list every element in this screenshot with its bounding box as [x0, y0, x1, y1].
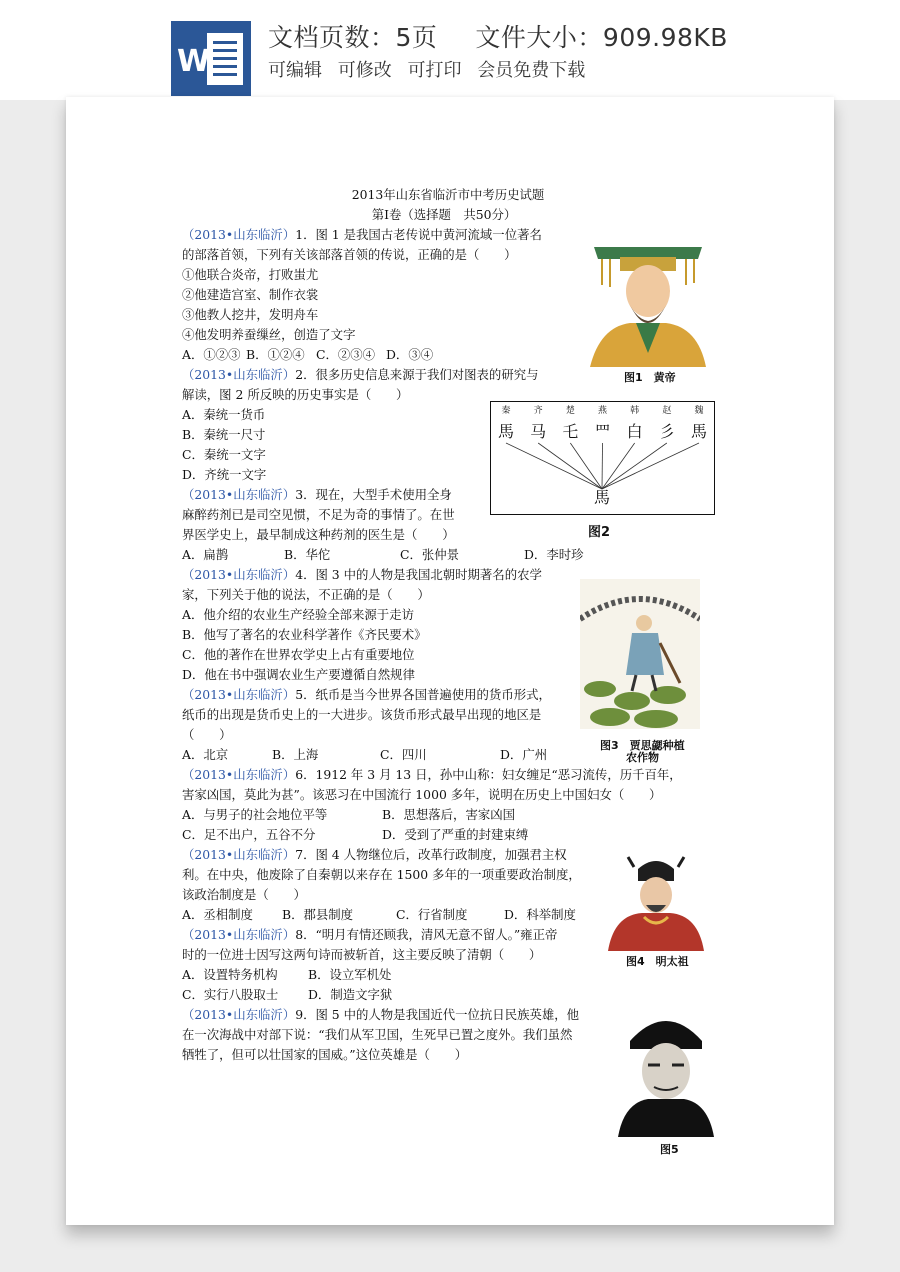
q6-option-c: C．足不出户，五谷不分 — [182, 827, 316, 842]
q8-options-row-2 — [182, 985, 602, 1005]
q6-options-row-1 — [182, 805, 602, 825]
exam-subtitle: 第Ⅰ卷（选择题 共50分） — [371, 207, 517, 222]
q2-source: （2013•山东临沂） — [182, 367, 296, 382]
fig2-unified-glyph: 馬 — [593, 488, 611, 507]
fig2-state-glyph: 彡 — [658, 422, 675, 441]
q7-option-c: C．行省制度 — [396, 907, 468, 922]
q1-source: （2013•山东临沂） — [182, 227, 296, 242]
q8-source: （2013•山东临沂） — [182, 927, 296, 942]
figure-4-ming-taizu-illustration — [604, 855, 708, 951]
q2-option-b: B．秦统一尺寸 — [182, 427, 266, 442]
q5-text-1: 5．纸币是当今世界各国普遍使用的货币形式， — [295, 687, 551, 702]
feature-printable: 可打印 — [407, 60, 462, 81]
q1-option-c: C．②③④ — [316, 347, 376, 362]
top-banner — [0, 0, 900, 100]
q7-text-1: 7．图 4 人物继位后，改革行政制度，加强君主权 — [295, 847, 567, 862]
q6-line-1 — [182, 765, 682, 785]
q8-option-b: B．设立军机处 — [308, 967, 392, 982]
q5-options — [182, 745, 602, 765]
q2-line-2: 解读，图 2 所反映的历史事实是（ ） — [182, 387, 409, 402]
file-size: 文件大小：909.98KB — [475, 23, 728, 52]
figure-2-caption: 图2 — [588, 525, 611, 540]
q1-item-1: ①他联合炎帝，打败蚩尤 — [182, 267, 319, 282]
fig2-state-glyph: 马 — [530, 422, 547, 441]
q2-option-d: D．齐统一文字 — [182, 467, 267, 482]
q4-option-a: A．他介绍的农业生产经验全部来源于走访 — [182, 607, 414, 622]
q4-text-1: 4．图 3 中的人物是我国北朝时期著名的农学 — [295, 567, 542, 582]
fig2-state-glyph: 乇 — [562, 422, 579, 441]
fig2-state-label: 秦 — [501, 406, 511, 416]
q7-line-2: 利。在中央，他废除了自秦朝以来存在 1500 多年的一项重要政治制度， — [182, 867, 581, 882]
word-document-icon — [171, 21, 251, 96]
q2-option-c: C．秦统一文字 — [182, 447, 266, 462]
q4-line-1 — [182, 565, 602, 585]
figure-3-caption-1: 图3 贾思勰种植 — [600, 739, 685, 752]
fig2-state-glyph: 白 — [626, 422, 643, 441]
q8-text-1: 8．“明月有情还顾我，清风无意不留人。”雍正帝 — [295, 927, 558, 942]
figure-1-huangdi-illustration — [580, 235, 716, 367]
feature-member-download: 会员免费下载 — [477, 60, 586, 81]
q1-options — [182, 345, 602, 365]
figure-3-caption-2: 农作物 — [626, 751, 659, 764]
q8-option-c: C．实行八股取士 — [182, 987, 279, 1002]
q4-option-d: D．他在书中强调农业生产要遵循自然规律 — [182, 667, 415, 682]
fig2-state-glyph: ⾺ — [690, 422, 708, 441]
q5-option-d: D．广州 — [500, 747, 548, 762]
fig2-state-label: 楚 — [565, 406, 575, 416]
q1-line-1 — [182, 225, 602, 245]
fig2-state-label: 赵 — [662, 406, 672, 416]
svg-text:W: W — [177, 44, 211, 79]
q4-option-b: B．他写了著名的农业科学著作《齐民要术》 — [182, 627, 427, 642]
q1-option-b: B．①②④ — [246, 347, 305, 362]
figure-2-character-comparison — [490, 401, 715, 515]
q4-source: （2013•山东临沂） — [182, 567, 296, 582]
figure-4-caption: 图4 明太祖 — [626, 955, 689, 968]
q9-source: （2013•山东临沂） — [182, 1007, 296, 1022]
q5-line-3: （ ） — [182, 727, 232, 742]
feature-editable: 可编辑 — [268, 60, 322, 81]
fig2-state-label: 韩 — [630, 406, 640, 416]
q3-option-c: C．张仲景 — [400, 547, 460, 562]
q1-text-1: 1．图 1 是我国古老传说中黄河流域一位著名 — [295, 227, 542, 242]
q2-text-1: 2．很多历史信息来源于我们对图表的研究与 — [295, 367, 539, 382]
q9-text-1: 9．图 5 中的人物是我国近代一位抗日民族英雄，他 — [295, 1007, 580, 1022]
q1-line-2: 的部落首领，下列有关该部落首领的传说，正确的是（ ） — [182, 247, 517, 262]
q9-line-3: 牺牲了，但可以壮国家的国威。”这位英雄是（ ） — [182, 1047, 468, 1062]
q1-item-4: ④他发明养蚕缫丝，创造了文字 — [182, 327, 356, 342]
q5-line-2: 纸币的出现是货币史上的一大进步。该货币形式最早出现的地区是 — [182, 707, 542, 722]
feature-list — [268, 56, 595, 82]
q3-option-d: D．李时珍 — [524, 547, 584, 562]
q1-option-d: D．③④ — [386, 347, 434, 362]
q7-option-a: A．丞相制度 — [182, 907, 253, 922]
q4-option-c: C．他的著作在世界农学史上占有重要地位 — [182, 647, 415, 662]
q5-option-c: C．四川 — [380, 747, 427, 762]
q6-line-2: 害家凶国，莫此为甚”。该恶习在中国流行 1000 多年，说明在历史上中国妇女（ ） — [182, 787, 662, 802]
q7-option-d: D．科举制度 — [504, 907, 576, 922]
q2-line-1 — [182, 365, 602, 385]
q8-options-row-1 — [182, 965, 602, 985]
q6-options-row-2 — [182, 825, 602, 845]
page-count: 文档页数：5页 — [268, 23, 438, 52]
q7-line-1 — [182, 845, 602, 865]
fig2-state-label: 齐 — [533, 406, 543, 416]
q3-text-1: 3．现在，大型手术使用全身 — [295, 487, 452, 502]
q8-option-d: D．制造文字狱 — [308, 987, 393, 1002]
q9-line-2: 在一次海战中对部下说：“我们从军卫国，生死早已置之度外。我们虽然 — [182, 1027, 573, 1042]
q1-item-2: ②他建造宫室、制作衣裳 — [182, 287, 319, 302]
q3-line-2: 麻醉药剂已是司空见惯，不足为奇的事情了。在世 — [182, 507, 455, 522]
feature-modifiable: 可修改 — [337, 60, 392, 81]
q5-option-b: B．上海 — [272, 747, 319, 762]
q3-option-b: B．华佗 — [284, 547, 331, 562]
fig2-connector-line — [602, 443, 603, 489]
exam-title: 2013年山东省临沂市中考历史试题 — [351, 187, 545, 202]
q6-option-b: B．思想落后，害家凶国 — [382, 807, 516, 822]
q6-option-a: A．与男子的社会地位平等 — [182, 807, 328, 822]
q8-option-a: A．设置特务机构 — [182, 967, 278, 982]
q9-line-1 — [182, 1005, 602, 1025]
q7-line-3: 该政治制度是（ ） — [182, 887, 306, 902]
q6-text-1: 6．1912 年 3 月 13 日，孙中山称：妇女缠足“恶习流传，历千百年， — [295, 767, 682, 782]
figure-1-caption: 图1 黄帝 — [624, 371, 676, 384]
q5-source: （2013•山东临沂） — [182, 687, 296, 702]
q6-source: （2013•山东临沂） — [182, 767, 296, 782]
document-info-title — [268, 18, 728, 54]
q3-line-3: 界医学史上，最早制成这种药剂的医生是（ ） — [182, 527, 455, 542]
q7-source: （2013•山东临沂） — [182, 847, 296, 862]
fig2-state-glyph: 馬 — [497, 422, 515, 441]
q8-line-1 — [182, 925, 602, 945]
q1-item-3: ③他教人挖井，发明舟车 — [182, 307, 319, 322]
q7-options — [182, 905, 602, 925]
q5-line-1 — [182, 685, 602, 705]
q3-option-a: A．扁鹊 — [182, 547, 229, 562]
q5-option-a: A．北京 — [182, 747, 229, 762]
q3-source: （2013•山东临沂） — [182, 487, 296, 502]
q7-option-b: B．郡县制度 — [282, 907, 354, 922]
document-page — [66, 97, 834, 1225]
fig2-state-glyph: 罒 — [594, 422, 611, 441]
figure-5-caption: 图5 — [660, 1143, 679, 1156]
figure-3-jia-sixie-illustration — [580, 579, 700, 729]
q3-options — [182, 545, 602, 565]
q6-option-d: D．受到了严重的封建束缚 — [382, 827, 529, 842]
q1-option-a: A．①②③ — [182, 347, 241, 362]
fig2-state-label: 燕 — [597, 406, 608, 416]
fig2-state-label: 魏 — [694, 406, 704, 416]
figure-5-portrait — [618, 1007, 714, 1137]
q4-line-2: 家，下列关于他的说法，不正确的是（ ） — [182, 587, 430, 602]
q2-option-a: A．秦统一货币 — [182, 407, 266, 422]
q8-line-2: 时的一位进士因写这两句诗而被斩首，这主要反映了清朝（ ） — [182, 947, 542, 962]
